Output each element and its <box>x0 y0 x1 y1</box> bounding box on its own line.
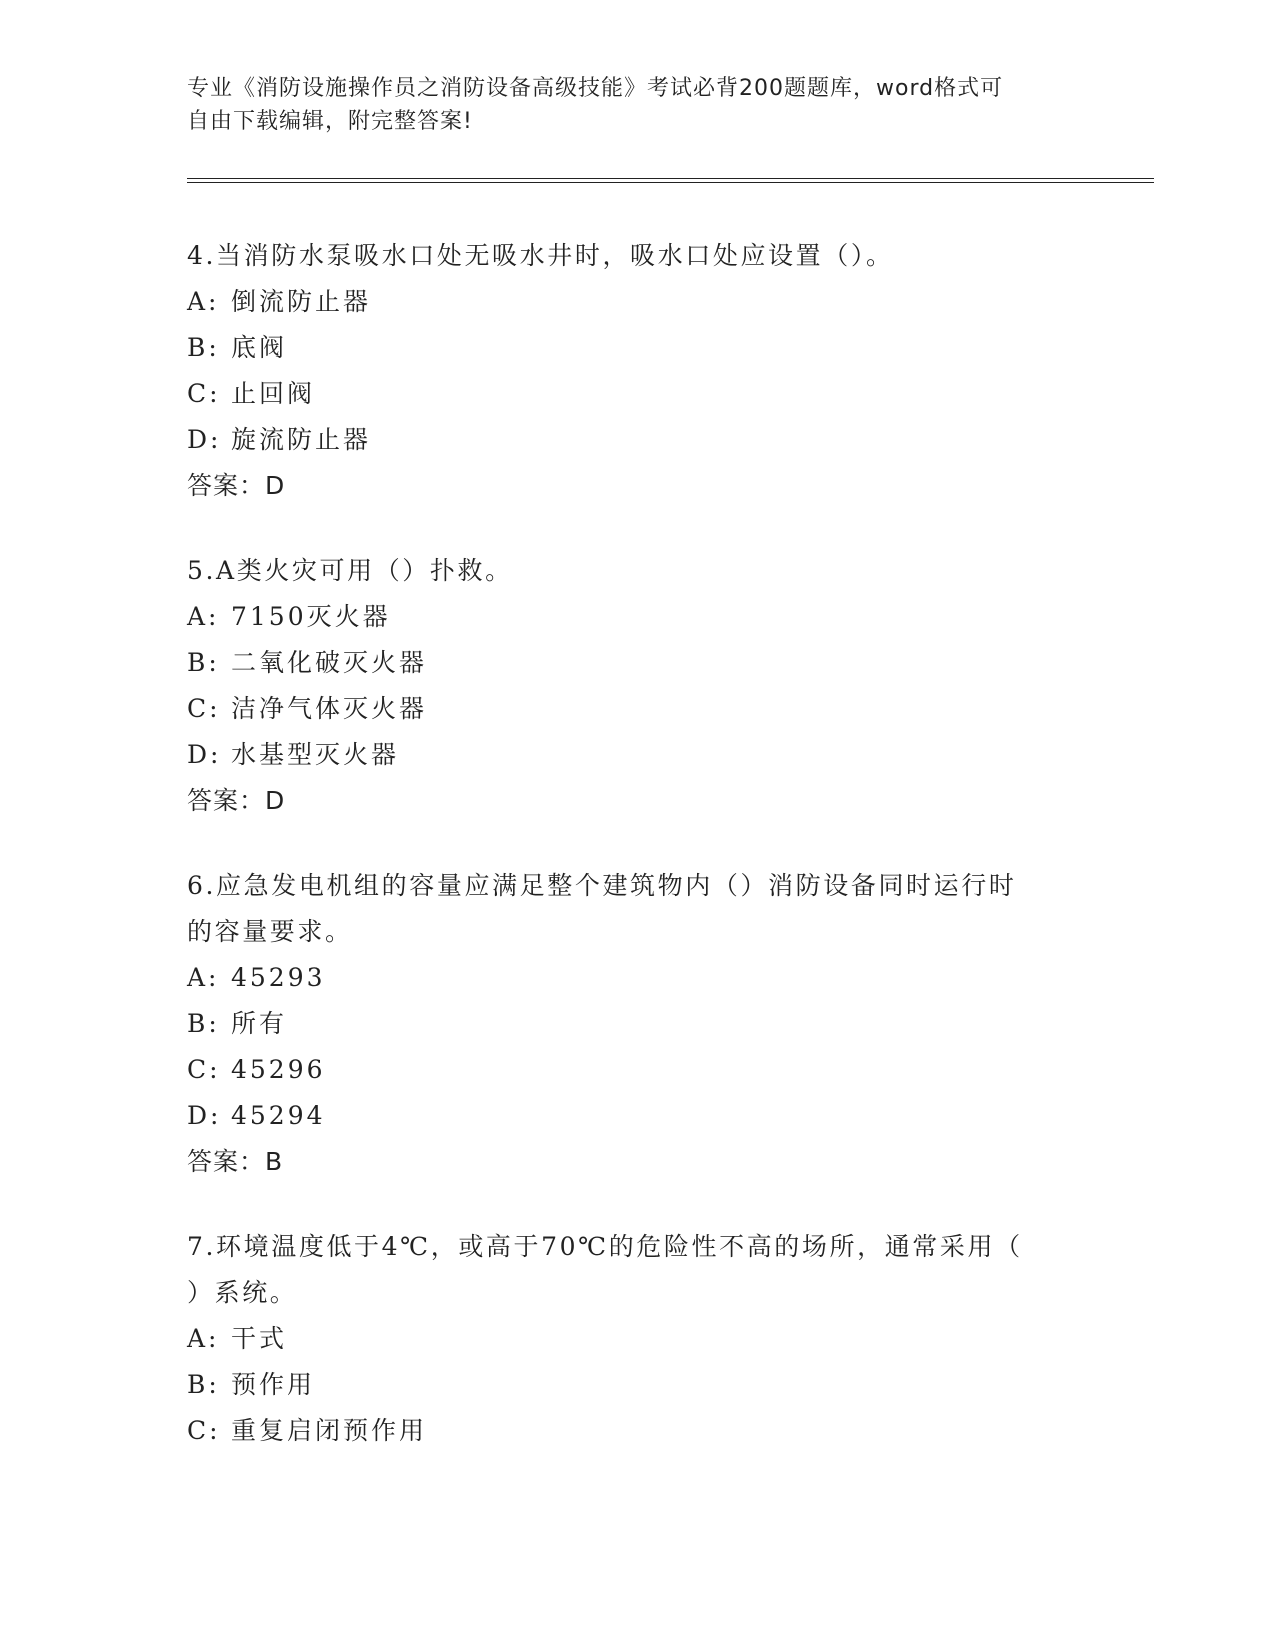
header-divider-bottom <box>187 182 1154 183</box>
question-stem-continuation: ）系统。 <box>187 1278 298 1307</box>
question-stem: 6.应急发电机组的容量应满足整个建筑物内（）消防设备同时运行时 <box>187 871 1017 900</box>
question-stem: 7.环境温度低于4℃，或高于70℃的危险性不高的场所，通常采用（ <box>187 1232 1023 1261</box>
option-text: 所有 <box>231 1009 288 1038</box>
option-letter: A: <box>187 287 220 316</box>
option-letter: C: <box>187 1055 221 1084</box>
option-b <box>187 1001 1087 1047</box>
option-text: 45294 <box>231 1101 326 1130</box>
option-text: 旋流防止器 <box>231 425 372 454</box>
document-header <box>187 72 1067 138</box>
header-line-2: 自由下载编辑，附完整答案! <box>187 109 473 134</box>
option-text: 水基型灭火器 <box>231 740 400 769</box>
option-letter: C: <box>187 379 221 408</box>
option-text: 45296 <box>231 1055 326 1084</box>
question-4 <box>187 233 1087 509</box>
option-letter: D: <box>187 1101 222 1130</box>
option-b <box>187 1362 1087 1408</box>
option-text: 二氧化破灭火器 <box>231 648 428 677</box>
option-text: 洁净气体灭火器 <box>231 694 428 723</box>
option-letter: C: <box>187 1416 221 1445</box>
option-letter: A: <box>187 602 220 631</box>
option-text: 倒流防止器 <box>231 287 372 316</box>
answer-line: 答案：D <box>187 471 286 500</box>
option-c <box>187 1047 1087 1093</box>
option-letter: C: <box>187 694 221 723</box>
question-5 <box>187 548 1087 824</box>
option-d <box>187 417 1087 463</box>
option-letter: B: <box>187 1370 220 1399</box>
option-c <box>187 1408 1087 1454</box>
question-stem: 4.当消防水泵吸水口处无吸水井时，吸水口处应设置（）。 <box>187 241 894 270</box>
option-c <box>187 686 1087 732</box>
option-text: 45293 <box>231 963 326 992</box>
option-letter: B: <box>187 333 220 362</box>
question-stem: 5.A类火灾可用（）扑救。 <box>187 556 513 585</box>
option-a <box>187 279 1087 325</box>
question-7 <box>187 1224 1087 1454</box>
question-stem-continuation: 的容量要求。 <box>187 917 353 946</box>
option-letter: A: <box>187 963 220 992</box>
question-6 <box>187 863 1087 1185</box>
option-d <box>187 1093 1087 1139</box>
option-text: 底阀 <box>231 333 288 362</box>
answer-line: 答案：D <box>187 786 286 815</box>
option-a <box>187 1316 1087 1362</box>
header-line-1: 专业《消防设施操作员之消防设备高级技能》考试必背200题题库，word格式可 <box>187 76 1004 101</box>
option-d <box>187 732 1087 778</box>
option-letter: B: <box>187 648 220 677</box>
option-letter: A: <box>187 1324 220 1353</box>
option-b <box>187 325 1087 371</box>
option-c <box>187 371 1087 417</box>
option-text: 止回阀 <box>231 379 316 408</box>
option-letter: D: <box>187 425 222 454</box>
option-text: 7150灭火器 <box>231 602 391 631</box>
option-a <box>187 594 1087 640</box>
option-b <box>187 640 1087 686</box>
answer-line: 答案：B <box>187 1147 284 1176</box>
option-text: 重复启闭预作用 <box>231 1416 428 1445</box>
option-letter: D: <box>187 740 222 769</box>
option-text: 预作用 <box>231 1370 316 1399</box>
option-a <box>187 955 1087 1001</box>
question-list <box>187 233 1087 1493</box>
header-divider-top <box>187 178 1154 179</box>
option-letter: B: <box>187 1009 220 1038</box>
option-text: 干式 <box>231 1324 288 1353</box>
